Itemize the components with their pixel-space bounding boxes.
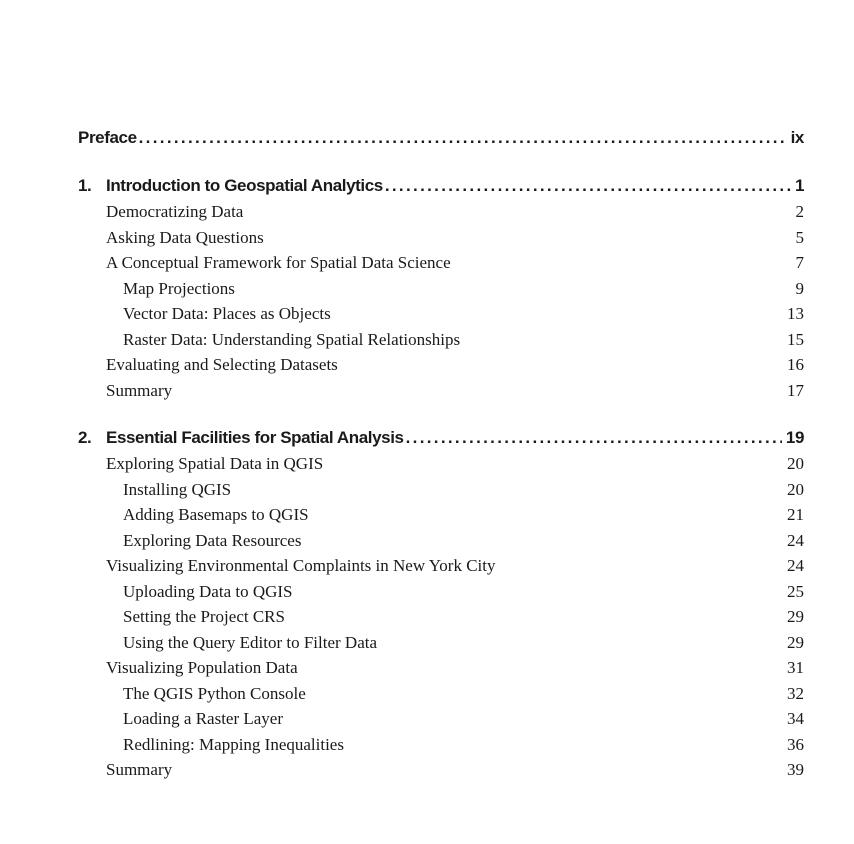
entry-title: Setting the Project CRS bbox=[123, 607, 285, 626]
entry-page: 29 bbox=[787, 632, 804, 652]
entry-page: 31 bbox=[787, 658, 804, 677]
toc-heading-preface[interactable] bbox=[78, 125, 804, 151]
entry-page: 9 bbox=[795, 278, 804, 298]
entry-page: 24 bbox=[787, 530, 804, 550]
dot-leader bbox=[406, 425, 782, 451]
chapter-number: 1. bbox=[78, 176, 92, 195]
entry-page: 34 bbox=[787, 709, 804, 728]
entry-title: Map Projections bbox=[123, 278, 235, 298]
entry-title: Raster Data: Understanding Spatial Relationships bbox=[123, 329, 461, 349]
chapter-number: 2. bbox=[78, 428, 92, 447]
entry-page: 24 bbox=[787, 556, 804, 575]
toc-subsection-entry[interactable] bbox=[78, 732, 804, 758]
entry-page: 32 bbox=[787, 683, 804, 703]
toc-subsection-entry[interactable] bbox=[78, 276, 804, 302]
dot-leader bbox=[385, 173, 791, 199]
toc-subsection-entry[interactable] bbox=[78, 579, 804, 605]
chapters-list bbox=[78, 173, 804, 783]
entry-title: Redlining: Mapping Inequalities bbox=[123, 734, 344, 754]
toc-heading-chapter[interactable] bbox=[78, 425, 804, 451]
entry-page: 13 bbox=[787, 304, 804, 323]
entry-title: Summary bbox=[106, 380, 173, 400]
entry-title: Evaluating and Selecting Datasets bbox=[106, 355, 338, 374]
toc-subsection-entry[interactable] bbox=[78, 681, 804, 707]
entry-title: Using the Query Editor to Filter Data bbox=[123, 632, 378, 652]
entry-page: 2 bbox=[795, 202, 804, 221]
entry-page: 25 bbox=[787, 581, 804, 601]
entry-page: 21 bbox=[787, 505, 804, 524]
entry-page: 5 bbox=[795, 227, 804, 247]
dot-leader bbox=[139, 125, 787, 151]
entry-title: Installing QGIS bbox=[123, 479, 232, 499]
toc-subsection-entry[interactable] bbox=[78, 301, 804, 327]
toc-subsection-entry[interactable] bbox=[78, 528, 804, 554]
toc-subsection-entry[interactable] bbox=[78, 477, 804, 503]
chapter-title: Introduction to Geospatial Analytics bbox=[106, 176, 383, 195]
entry-title: A Conceptual Framework for Spatial Data Science bbox=[106, 253, 451, 272]
table-of-contents bbox=[78, 125, 804, 783]
toc-section-entry[interactable] bbox=[78, 451, 804, 477]
heading-title: Preface bbox=[78, 128, 137, 147]
entry-page: 15 bbox=[787, 329, 804, 349]
toc-section-entry[interactable] bbox=[78, 352, 804, 378]
toc-section-entry[interactable] bbox=[78, 378, 804, 404]
toc-section-entry[interactable] bbox=[78, 199, 804, 225]
toc-subsection-entry[interactable] bbox=[78, 502, 804, 528]
entry-page: 7 bbox=[795, 253, 804, 272]
entry-page: 20 bbox=[787, 454, 804, 473]
entry-page: 20 bbox=[787, 479, 804, 499]
toc-section-entry[interactable] bbox=[78, 250, 804, 276]
toc-section-entry[interactable] bbox=[78, 757, 804, 783]
toc-section-entry[interactable] bbox=[78, 225, 804, 251]
entry-title: Loading a Raster Layer bbox=[123, 709, 284, 728]
entry-page: 36 bbox=[787, 734, 804, 754]
entry-title: Visualizing Population Data bbox=[106, 658, 298, 677]
entry-title: Exploring Data Resources bbox=[123, 530, 302, 550]
toc-heading-chapter[interactable] bbox=[78, 173, 804, 199]
heading-page: ix bbox=[790, 128, 804, 147]
entry-title: Adding Basemaps to QGIS bbox=[123, 505, 309, 524]
entry-title: Asking Data Questions bbox=[106, 227, 264, 247]
toc-section-entry[interactable] bbox=[78, 553, 804, 579]
entry-title: Uploading Data to QGIS bbox=[123, 581, 293, 601]
entry-title: Exploring Spatial Data in QGIS bbox=[106, 454, 324, 473]
entry-title: Summary bbox=[106, 760, 173, 779]
entry-title: Vector Data: Places as Objects bbox=[123, 304, 331, 323]
chapter-page: 1 bbox=[794, 176, 804, 195]
entry-title: Democratizing Data bbox=[106, 202, 244, 221]
toc-section-entry[interactable] bbox=[78, 655, 804, 681]
entry-page: 39 bbox=[787, 760, 804, 779]
entry-title: Visualizing Environmental Complaints in New York City bbox=[106, 556, 496, 575]
entry-page: 16 bbox=[787, 355, 804, 374]
entry-title: The QGIS Python Console bbox=[123, 683, 306, 703]
toc-subsection-entry[interactable] bbox=[78, 604, 804, 630]
toc-subsection-entry[interactable] bbox=[78, 327, 804, 353]
chapter-page: 19 bbox=[785, 428, 804, 447]
entry-page: 17 bbox=[787, 380, 804, 400]
entry-page: 29 bbox=[787, 607, 804, 626]
toc-subsection-entry[interactable] bbox=[78, 706, 804, 732]
toc-subsection-entry[interactable] bbox=[78, 630, 804, 656]
chapter-title: Essential Facilities for Spatial Analysis bbox=[106, 428, 404, 447]
